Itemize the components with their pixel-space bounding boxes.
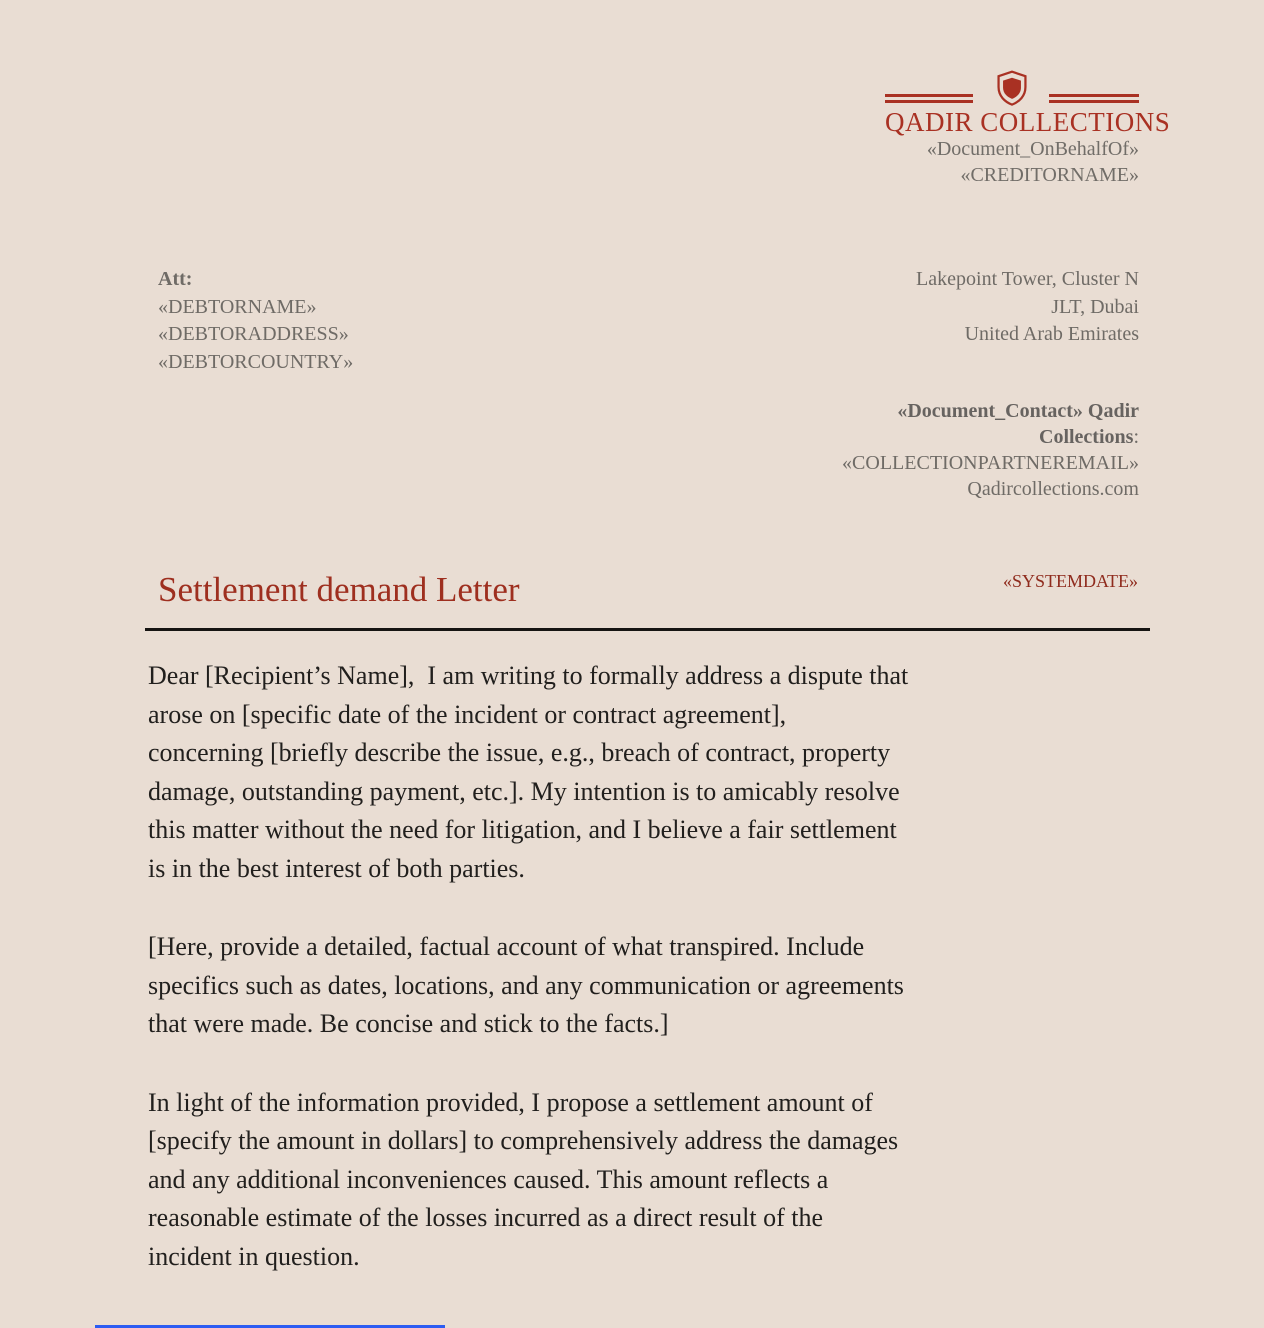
brand-name: QADIR COLLECTIONS: [885, 107, 1171, 137]
address-line: Lakepoint Tower, Cluster N: [916, 268, 1139, 290]
merge-field-collection-partner-email: «COLLECTIONPARTNEREMAIL»: [842, 452, 1139, 474]
merge-field-on-behalf-of: «Document_OnBehalfOf»: [926, 138, 1139, 160]
paragraph-opening: Dear [Recipient’s Name], I am writing to formally address a dispute that arose on [specific date of the incident or contract agreement], concerning [briefly describe the issue, e.g., breach of contract, property damage, outstanding payment, etc.]. My intention is to amicably resolve this matter without the need for litigation, and I believe a fair settlement is in the best interest of both parties.: [148, 661, 909, 883]
att-label: Att:: [158, 268, 193, 290]
website-text: Qadircollections.com: [967, 478, 1139, 500]
letterhead: [885, 70, 1171, 188]
merge-field-debtor-country: «DEBTORCOUNTRY»: [158, 350, 354, 373]
paragraph-account: [Here, provide a detailed, factual account of what transpired. Include specifics such as dates, locations, and any communication or agreements that were made. Be concise and stick to the facts.]: [148, 932, 904, 1038]
merge-field-system-date: «SYSTEMDATE»: [1002, 571, 1138, 591]
sender-address-block: [916, 266, 1139, 349]
merge-field-debtor-address: «DEBTORADDRESS»: [158, 323, 349, 345]
letter-title: Settlement demand Letter: [158, 570, 520, 609]
contact-block: [842, 398, 1139, 502]
paragraph-settlement: In light of the information provided, I propose a settlement amount of [specify the amount in dollars] to comprehensively address the damages and any additional inconveniences caused. This amount reflects a reasonable estimate of the losses incurred as a direct result of the incident in question.: [148, 1087, 899, 1271]
brand-rule-left: [885, 94, 973, 97]
recipient-block: [158, 266, 353, 376]
brand-rule-right: [1049, 94, 1139, 97]
contact-heading-line2: Collections:: [1039, 426, 1139, 448]
merge-field-creditor-name: «CREDITORNAME»: [960, 164, 1139, 186]
title-divider: [145, 628, 1150, 631]
letter-body: [148, 657, 1138, 1316]
contact-heading-line1: «Document_Contact» Qadir: [897, 400, 1139, 422]
merge-field-debtor-name: «DEBTORNAME»: [158, 295, 317, 318]
address-line: JLT, Dubai: [1051, 295, 1139, 318]
address-line: United Arab Emirates: [964, 323, 1139, 345]
brand-lockup: [885, 70, 1139, 106]
shield-icon: [996, 70, 1028, 106]
